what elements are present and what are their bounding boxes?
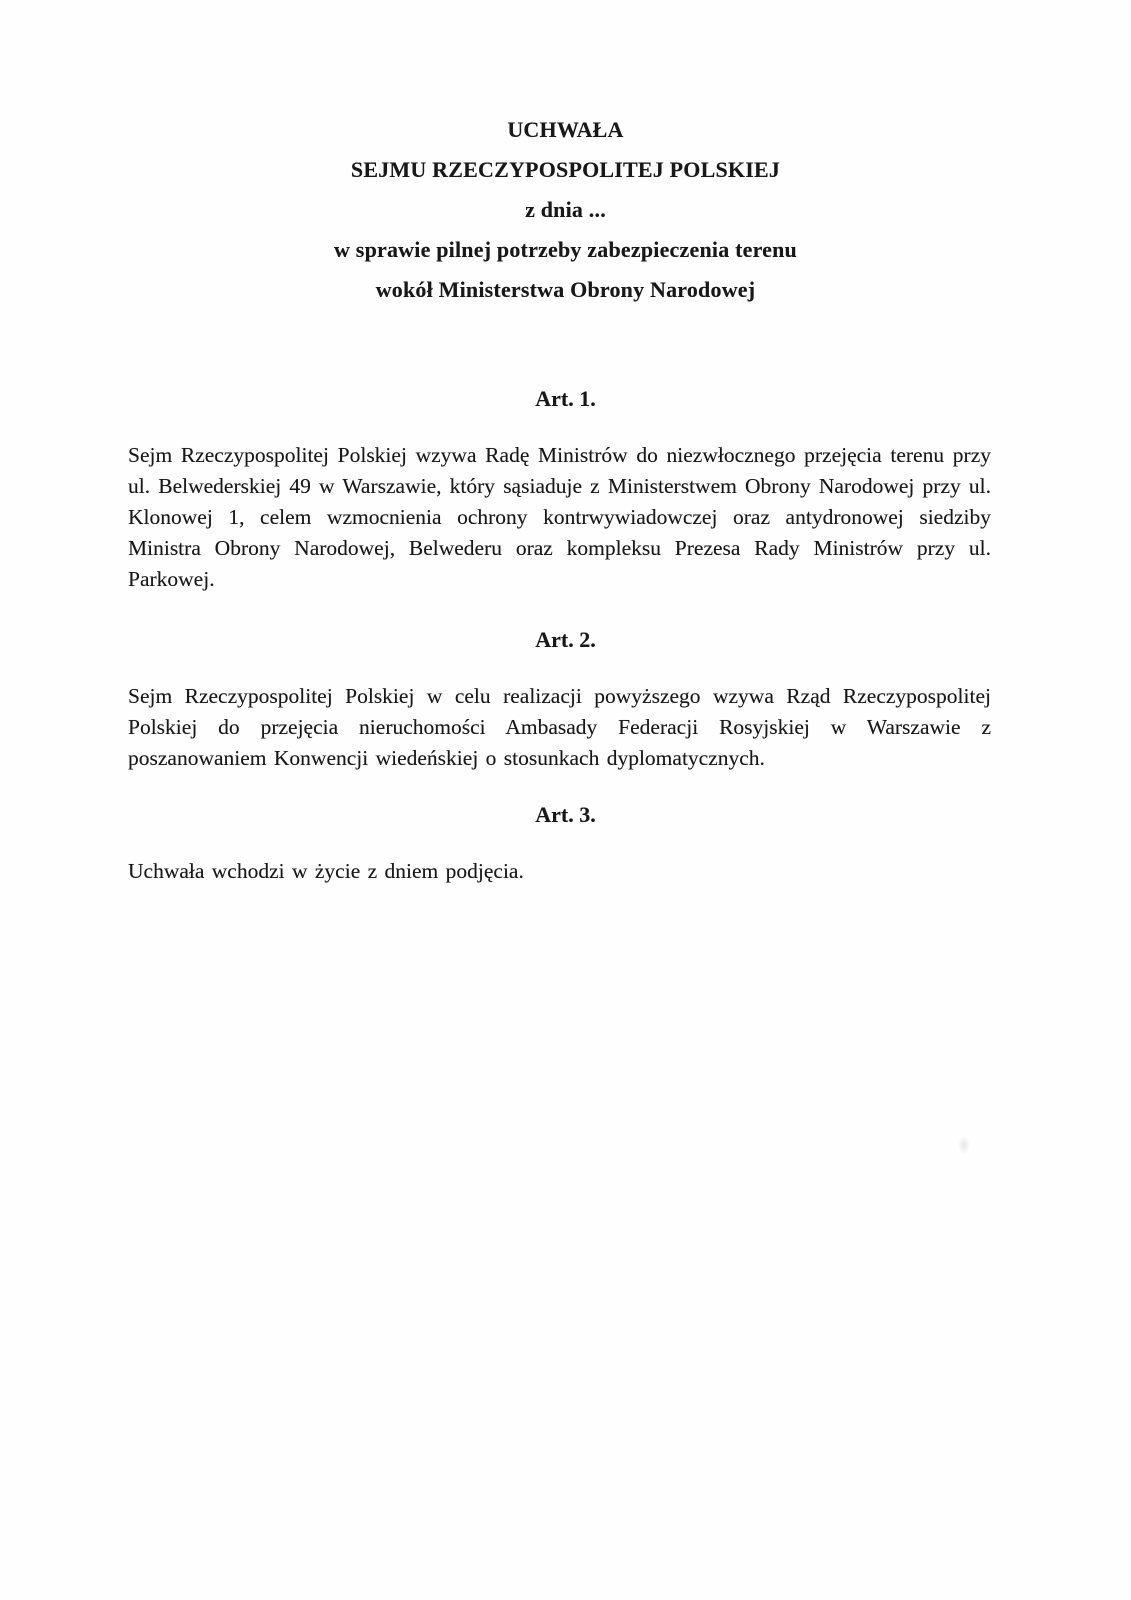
article-1-heading: Art. 1. <box>535 386 596 411</box>
document-type-line: UCHWAŁA <box>507 117 624 142</box>
document-title-block <box>0 0 1131 310</box>
article-3-body: Uchwała wchodzi w życie z dniem podjęcia. <box>128 859 524 883</box>
article-3 <box>0 802 1131 887</box>
article-2-body: Sejm Rzeczypospolitej Polskiej w celu realizacji powyższego wzywa Rząd Rzeczypospolitej Polskiej do przejęcia nieruchomości Ambasady Federacji Rosyjskiej w Warszawie z poszanowaniem Konwencji wiedeńskiej o stosunkach dyplomatycznych. <box>128 684 991 770</box>
article-1-body: Sejm Rzeczypospolitej Polskiej wzywa Radę Ministrów do niezwłocznego przejęcia terenu przy ul. Belwederskiej 49 w Warszawie, który sąsiaduje z Ministerstwem Obrony Narodowej przy ul. Klonowej 1, celem wzmocnienia ochrony kontrwywiadowczej oraz antydronowej siedziby Ministra Obrony Narodowej, Belwederu oraz kompleksu Prezesa Rady Ministrów przy ul. Parkowej. <box>128 443 991 591</box>
subject-line-1: w sprawie pilnej potrzeby zabezpieczenia terenu <box>334 237 797 262</box>
article-2-heading: Art. 2. <box>535 627 596 652</box>
scan-smudge-artifact <box>958 1136 970 1154</box>
subject-line-2: wokół Ministerstwa Obrony Narodowej <box>375 277 756 302</box>
issuing-body-line: SEJMU RZECZYPOSPOLITEJ POLSKIEJ <box>350 157 781 182</box>
article-1 <box>0 386 1131 595</box>
article-3-heading: Art. 3. <box>535 802 596 827</box>
article-2 <box>0 627 1131 774</box>
date-line: z dnia ... <box>525 197 606 222</box>
